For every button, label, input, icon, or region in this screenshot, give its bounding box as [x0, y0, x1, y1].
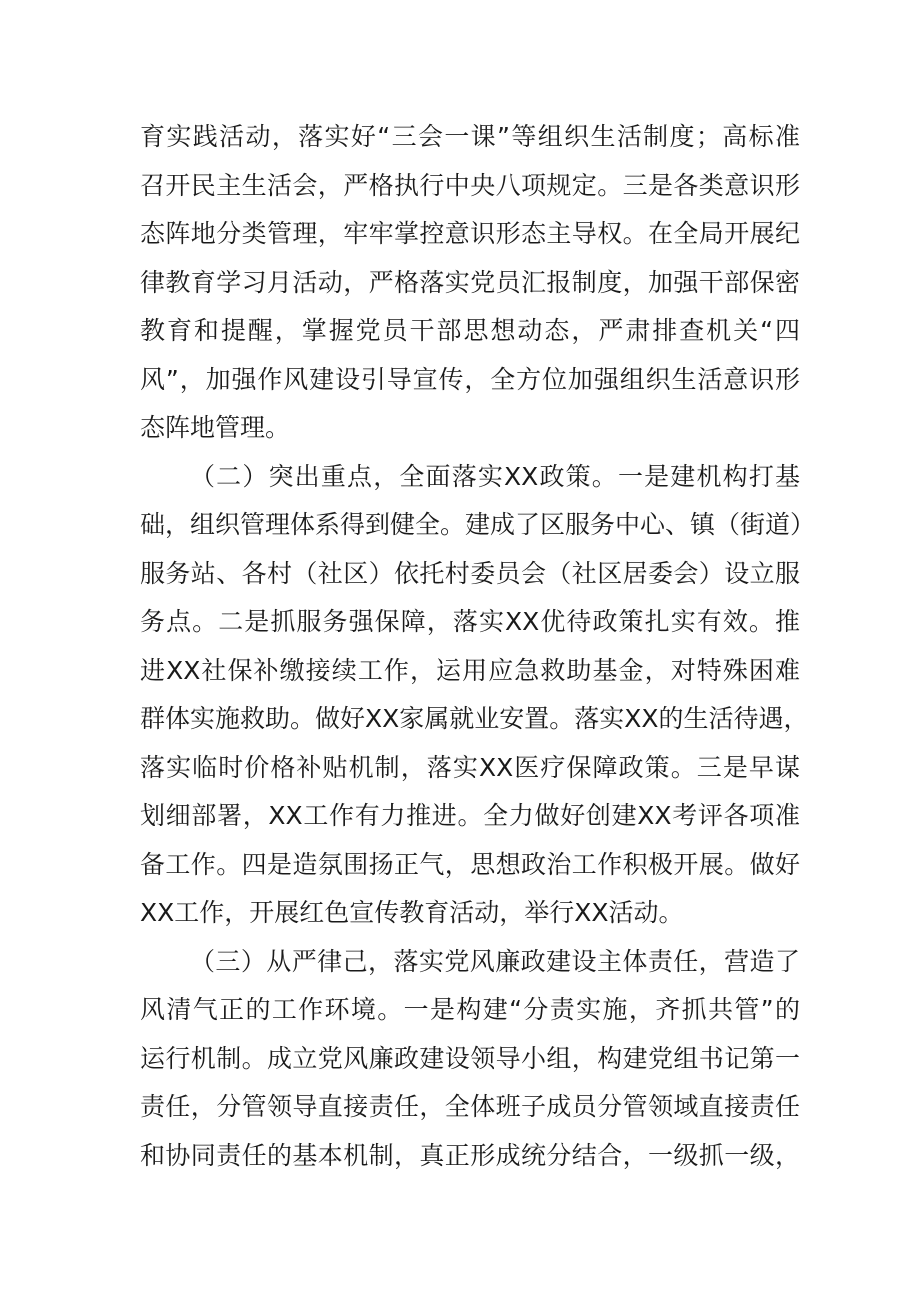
text-line: 教育和提醒，掌握党员干部思想动态，严肃排查机关“四 — [140, 316, 800, 345]
text-line: 群体实施救助。做好XX家属就业安置。落实XX的生活待遇， — [140, 704, 809, 733]
text-line: 育实践活动，落实好“三会一课”等组织生活制度；高标准 — [140, 122, 800, 151]
text-line: 进XX社保补缴接续工作，运用应急救助基金，对特殊困难 — [140, 655, 800, 685]
section-heading-line: （二）突出重点，全面落实XX政策。一是建机构打基 — [190, 461, 800, 491]
text-line: 责任，分管领导直接责任，全体班子成员分管领域直接责任 — [140, 1092, 800, 1121]
text-line: 和协同责任的基本机制，真正形成统分结合，一级抓一级， — [140, 1140, 800, 1170]
text-line: 运行机制。成立党风廉政建设领导小组，构建党组书记第一 — [140, 1043, 800, 1073]
text-line: 召开民主生活会，严格执行中央八项规定。三是各类意识形 — [140, 170, 800, 200]
text-line: 划细部署，XX工作有力推进。全力做好创建XX考评各项准 — [140, 801, 800, 830]
text-line: 务点。二是抓服务强保障，落实XX优待政策扎实有效。推 — [140, 607, 800, 636]
text-line: 落实临时价格补贴机制，落实XX医疗保障政策。三是早谋 — [140, 752, 800, 782]
document-body-text — [140, 113, 816, 1180]
text-line: XX工作，开展红色宣传教育活动，举行XX活动。 — [140, 898, 684, 927]
text-line: 础，组织管理体系得到健全。建成了区服务中心、镇（街道） — [140, 510, 816, 539]
text-line: 律教育学习月活动，严格落实党员汇报制度，加强干部保密 — [140, 267, 800, 297]
section-heading-line: （三）从严律己，落实党风廉政建设主体责任，营造了 — [190, 946, 800, 976]
text-line: 态阵地分类管理，牢牢掌控意识形态主导权。在全局开展纪 — [140, 219, 800, 248]
text-line: 备工作。四是造氛围扬正气，思想政治工作积极开展。做好 — [140, 849, 800, 879]
text-line: 服务站、各村（社区）依托村委员会（社区居委会）设立服 — [140, 558, 800, 588]
text-line: 风清气正的工作环境。一是构建“分责实施，齐抓共管”的 — [140, 995, 800, 1024]
text-line: 态阵地管理。 — [140, 413, 291, 442]
text-line: 风”，加强作风建设引导宣传，全方位加强组织生活意识形 — [140, 364, 800, 394]
